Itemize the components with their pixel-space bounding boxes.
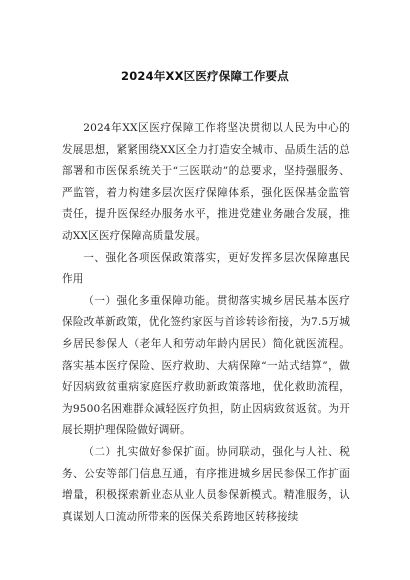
intro-paragraph: 2024年XX区医疗保障工作将坚决贯彻以人民为中心的发展思想，紧紧围绕XX区全力打造安全城市、品质生活的总部署和市医保系统关于“三医联动”的总要求，坚持强服务、严监管，着力构建多层次医疗保障体系，强化医保基金监管责任，提升医保经办服务水平，推进党建业务融合发展，推动XX区医疗保障高质量发展。 bbox=[62, 122, 350, 242]
subsection-paragraph-1: （一）强化多重保障功能。贯彻落实城乡居民基本医疗保险改革新政策，优化签约家医与首诊转诊衔接，为7.5万城乡居民参保人（老年人和劳动年龄内居民）简化就医流程。落实基本医疗保险、医疗救助、大病保障“一站式结算”，做好因病致贫重病家庭医疗救助新政策落地，优化救助流程，为9500名困难群众减轻医疗负担，防止因病致贫返贫。为开展长期护理保险做好调研。 bbox=[62, 294, 350, 437]
subsection-paragraph-2: （二）扎实做好参保扩面。协同联动，强化与人社、税务、公安等部门信息互通，有序推进城乡居民参保工作扩面增量，积极探索新业态从业人员参保新模式。精准服务，认真谋划人口流动所带来的医保关系跨地区转移接续 bbox=[62, 445, 350, 523]
document-title: 2024年XX区医疗保障工作要点 bbox=[121, 69, 289, 83]
section-heading-1: 一、强化各项医保政策落实，更好发挥多层次保障惠民作用 bbox=[62, 251, 350, 286]
document-body bbox=[62, 118, 350, 528]
